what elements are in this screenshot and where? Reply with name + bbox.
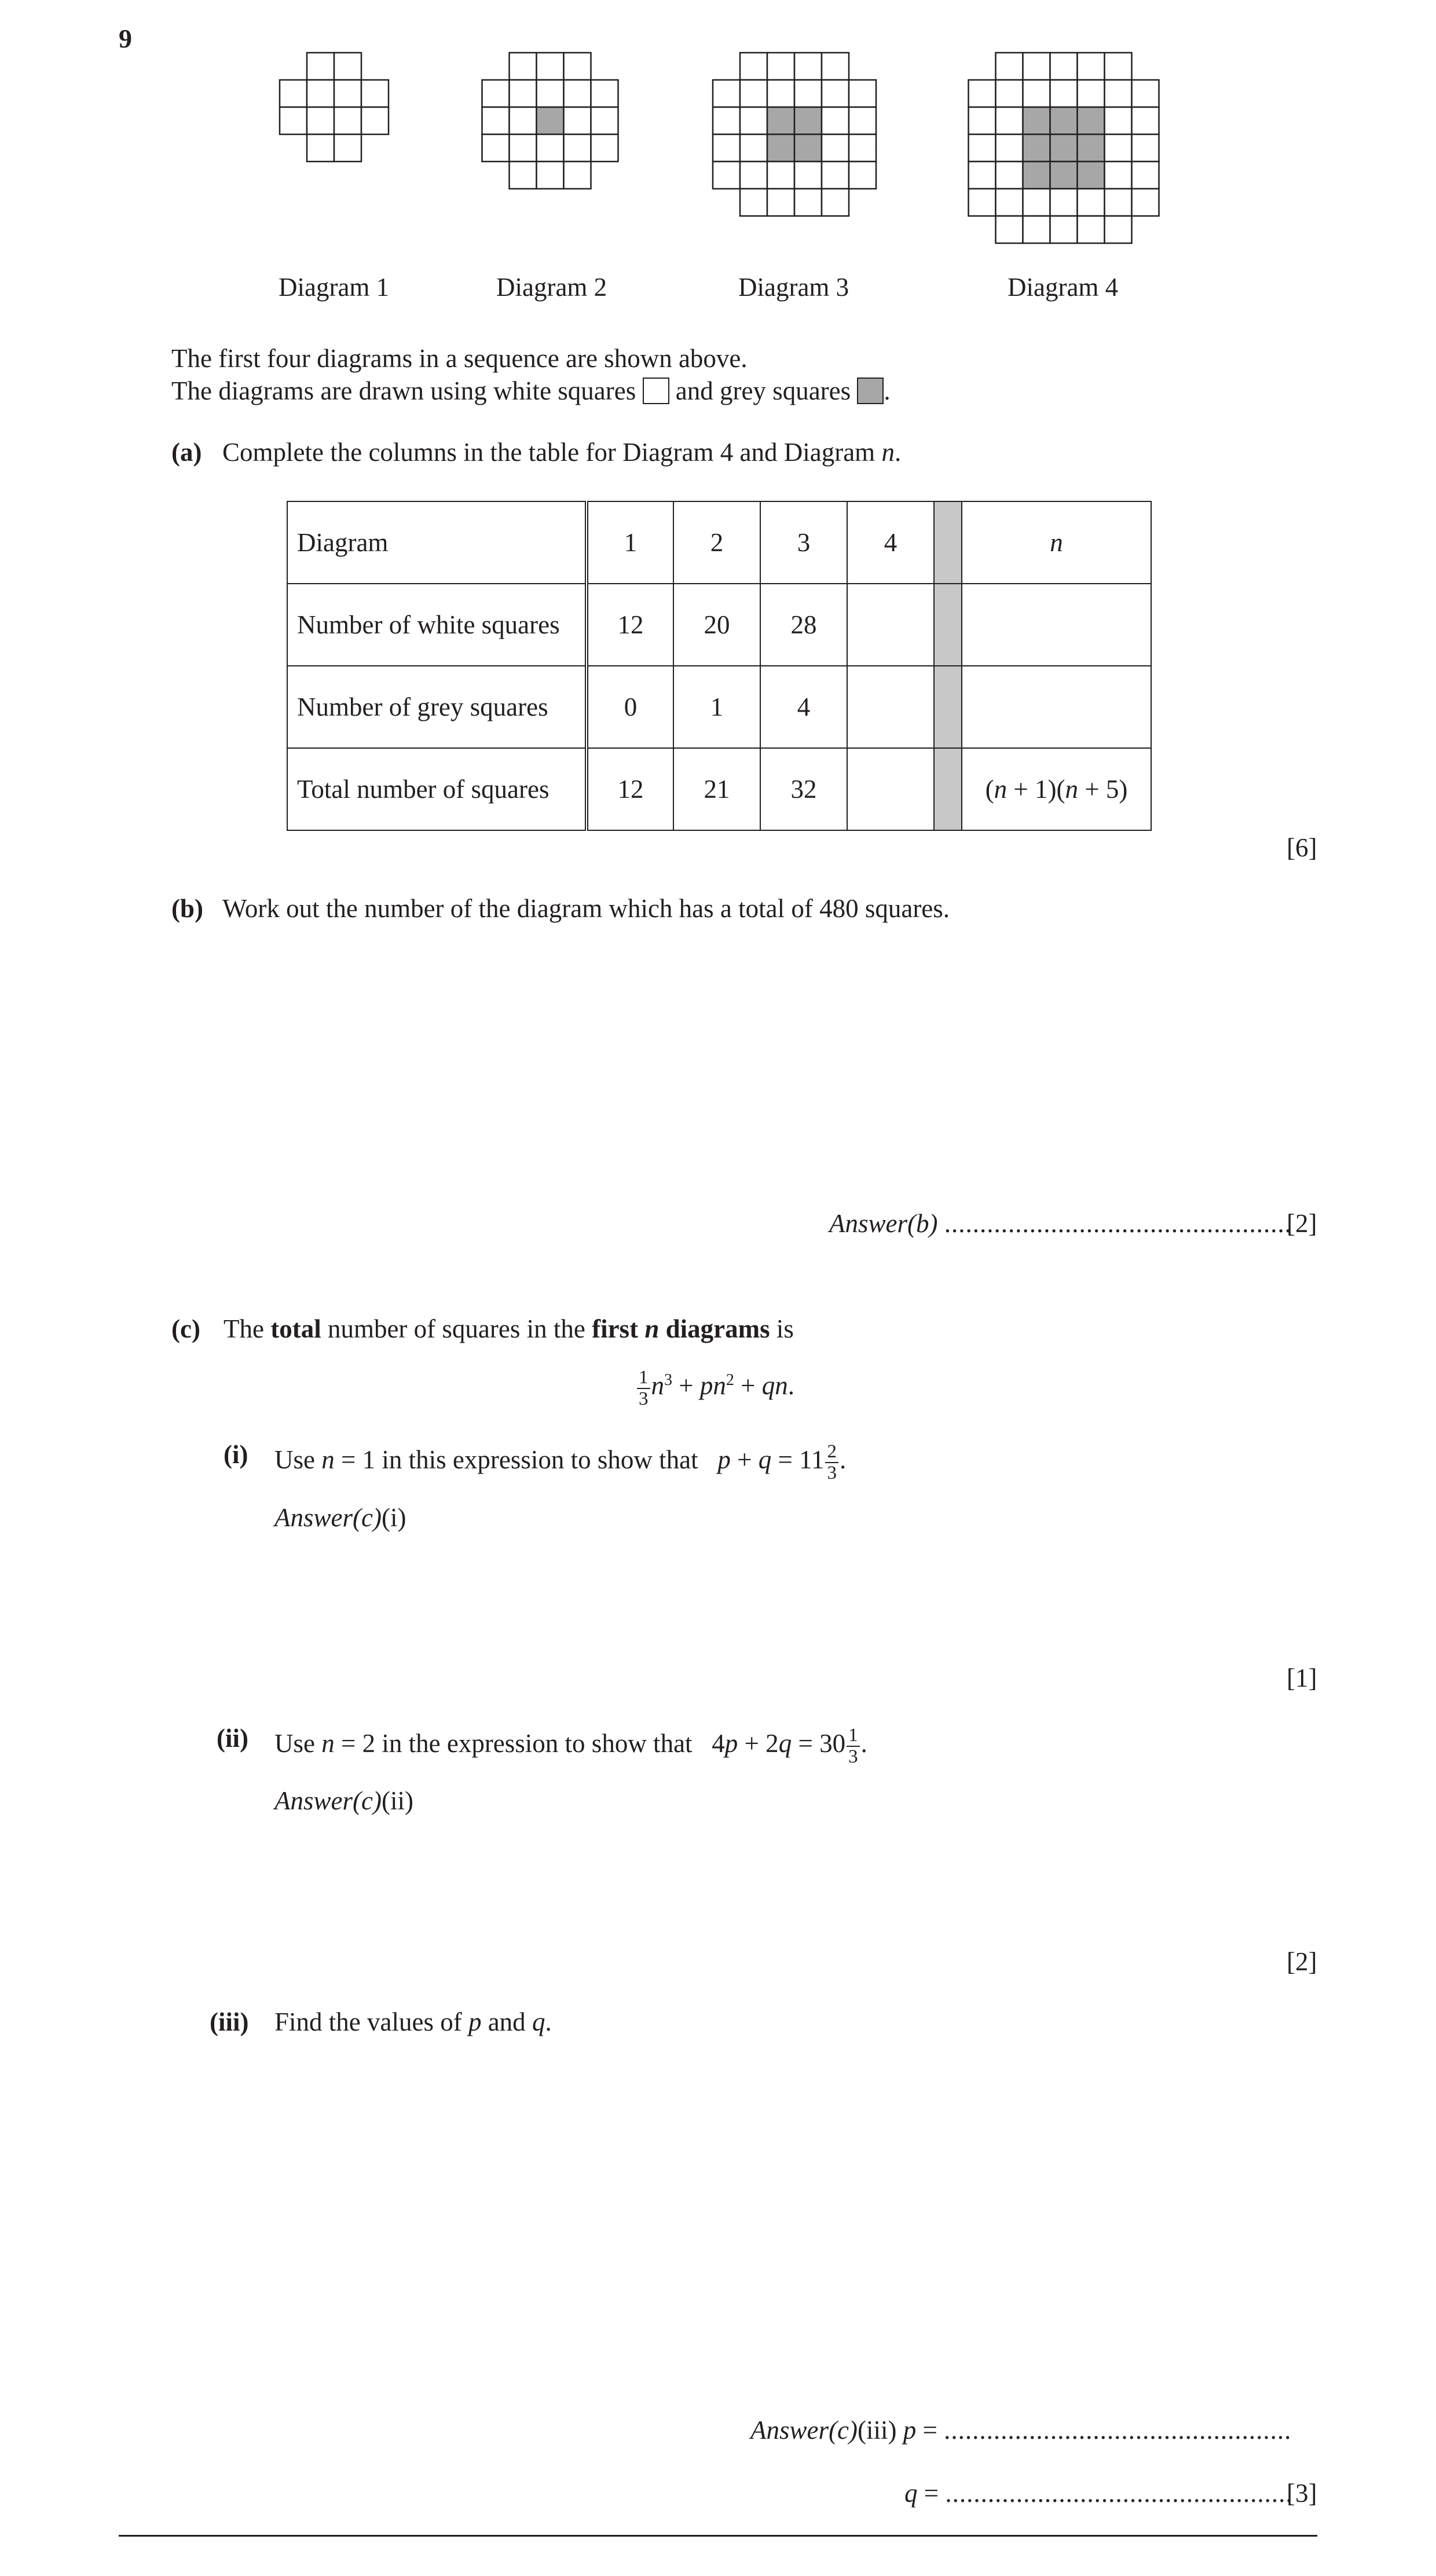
- white-square: [740, 80, 767, 107]
- white-square: [713, 107, 740, 134]
- table-row: [287, 748, 1151, 830]
- white-square: [969, 134, 996, 162]
- cell-white-2: 20: [673, 584, 760, 666]
- white-square: [849, 107, 876, 134]
- white-square: [996, 80, 1023, 107]
- grey-square: [794, 134, 822, 162]
- grey-square: [767, 134, 794, 162]
- part-c-ii-text: Use n = 2 in the expression to show that 4p + 2q = 30 $\frac{1}{3}$ .: [274, 1725, 867, 1767]
- part-c-i-marks: [1]: [1287, 1663, 1317, 1692]
- part-c-iii-label: (iii): [210, 2007, 249, 2036]
- grey-square: [794, 107, 822, 134]
- part-c-text-1: The: [224, 1314, 271, 1343]
- part-b-label: (b): [171, 894, 203, 923]
- white-square: [1105, 80, 1132, 107]
- part-c-i-text: Use n = 1 in this expression to show that p + q = 11 $\frac{2}{3}$ .: [274, 1441, 847, 1483]
- part-b-answer-dots[interactable]: .................................................: [944, 1209, 1292, 1238]
- white-square: [591, 80, 618, 107]
- grey-square: [767, 107, 794, 134]
- white-square: [510, 107, 537, 134]
- row-label-total: Total number of squares: [287, 748, 587, 830]
- white-square: [510, 162, 537, 189]
- white-square: [1105, 134, 1132, 162]
- answer-q-dots[interactable]: .................................................: [945, 2479, 1293, 2508]
- cell-grey-4[interactable]: [847, 666, 934, 748]
- part-c-bold-total: total: [270, 1314, 321, 1343]
- white-square: [969, 80, 996, 107]
- grey-square: [1050, 107, 1078, 134]
- white-square: [1078, 189, 1105, 216]
- white-square: [740, 107, 767, 134]
- diagram-sequence: [0, 0, 1436, 324]
- white-square: [537, 53, 564, 80]
- part-c-i-answer-label: Answer(c)(i): [274, 1503, 406, 1532]
- cell-grey-n[interactable]: [962, 666, 1151, 748]
- part-c-iii-text: Find the values of p and q.: [274, 2007, 552, 2036]
- grey-square: [1078, 162, 1105, 189]
- diagram-4-grid: [969, 53, 1159, 243]
- white-square: [969, 189, 996, 216]
- part-b-text: Work out the number of the diagram which has a total of 480 squares.: [222, 894, 950, 923]
- diagram-1-grid: [280, 53, 389, 162]
- part-c-bold-n: n: [644, 1314, 660, 1343]
- white-square: [537, 162, 564, 189]
- cell-total-2: 21: [673, 748, 760, 830]
- cell-total-4[interactable]: [847, 748, 934, 830]
- intro-line-2: [171, 378, 891, 404]
- part-c-iii-answer-q: q = .................................................: [904, 2479, 1293, 2508]
- white-square: [361, 80, 389, 107]
- white-square: [307, 80, 334, 107]
- part-b-answer-line: [829, 1211, 1292, 1237]
- footer-rule: [119, 2535, 1317, 2537]
- table-separator: [934, 584, 962, 666]
- white-square: [1023, 216, 1050, 243]
- question-number: 9: [119, 24, 132, 53]
- header-4: 4: [847, 501, 934, 584]
- white-square: [969, 162, 996, 189]
- row-label-grey: Number of grey squares: [287, 666, 587, 748]
- intro-white-text: The diagrams are drawn using white squares: [171, 376, 636, 405]
- table-separator: [934, 666, 962, 748]
- white-square: [1078, 216, 1105, 243]
- white-square: [1050, 53, 1078, 80]
- part-a-end: .: [894, 438, 902, 467]
- part-c-bold-diagrams: diagrams: [659, 1314, 770, 1343]
- part-c-bold-first: first: [592, 1314, 645, 1343]
- white-square: [822, 189, 849, 216]
- white-square: [564, 80, 591, 107]
- white-square: [1050, 80, 1078, 107]
- diagram-3-grid: [713, 53, 876, 216]
- white-square: [822, 134, 849, 162]
- white-square: [1078, 80, 1105, 107]
- white-square: [996, 134, 1023, 162]
- part-a-marks: [6]: [1287, 833, 1317, 862]
- fraction-one-third: $\frac{1}{3}$: [637, 1368, 650, 1409]
- header-3: 3: [760, 501, 847, 584]
- header-diagram: Diagram: [287, 501, 587, 584]
- cell-white-n[interactable]: [962, 584, 1151, 666]
- intro-grey-text: and grey squares: [675, 376, 851, 405]
- table-separator: [934, 501, 962, 584]
- white-square: [482, 80, 510, 107]
- white-square: [1132, 107, 1159, 134]
- part-c-expression: $\frac{1}{3}$ $n^3 + pn^2$ + qn.: [636, 1368, 794, 1409]
- header-n: n: [962, 501, 1151, 584]
- white-square: [1050, 216, 1078, 243]
- white-square: [361, 107, 389, 134]
- cell-total-3: 32: [760, 748, 847, 830]
- part-c-text-3: is: [770, 1314, 794, 1343]
- part-c-ii-label: (ii): [217, 1724, 248, 1753]
- white-square: [1105, 189, 1132, 216]
- white-square: [822, 107, 849, 134]
- white-square: [794, 189, 822, 216]
- white-square: [280, 80, 307, 107]
- white-square: [1023, 189, 1050, 216]
- white-square: [996, 189, 1023, 216]
- part-c-text-2: number of squares in the: [321, 1314, 592, 1343]
- part-c-iii-marks: [3]: [1287, 2479, 1317, 2508]
- grey-square: [537, 107, 564, 134]
- white-square: [564, 107, 591, 134]
- white-square: [996, 107, 1023, 134]
- white-square: [822, 162, 849, 189]
- white-square: [334, 53, 361, 80]
- white-square: [510, 53, 537, 80]
- cell-grey-1: 0: [587, 666, 673, 748]
- white-square-key: [643, 378, 669, 404]
- white-square: [1023, 80, 1050, 107]
- cell-grey-2: 1: [673, 666, 760, 748]
- white-square: [591, 107, 618, 134]
- intro-line-1: The first four diagrams in a sequence are shown above.: [171, 344, 748, 373]
- part-a-label: (a): [171, 438, 202, 467]
- white-square: [307, 134, 334, 162]
- diagram-4-label: Diagram 4: [1008, 273, 1119, 302]
- white-square: [1132, 162, 1159, 189]
- white-square: [713, 80, 740, 107]
- white-square: [996, 53, 1023, 80]
- white-square: [1023, 53, 1050, 80]
- white-square: [1132, 189, 1159, 216]
- white-square: [740, 134, 767, 162]
- table-header-row: [287, 501, 1151, 584]
- white-square: [1078, 53, 1105, 80]
- row-label-white: Number of white squares: [287, 584, 587, 666]
- white-square: [996, 216, 1023, 243]
- grey-square: [1023, 134, 1050, 162]
- white-square: [996, 162, 1023, 189]
- white-square: [822, 53, 849, 80]
- white-square: [334, 107, 361, 134]
- white-square: [767, 53, 794, 80]
- cell-white-1: 12: [587, 584, 673, 666]
- white-square: [740, 189, 767, 216]
- white-square: [969, 107, 996, 134]
- white-square: [510, 80, 537, 107]
- white-square: [1105, 162, 1132, 189]
- white-square: [822, 80, 849, 107]
- white-square: [713, 134, 740, 162]
- fraction-one-third-b: $\frac{1}{3}$: [847, 1725, 860, 1767]
- table-separator: [934, 748, 962, 830]
- part-a-instruction: Complete the columns in the table for Diagram 4 and Diagram: [222, 438, 882, 467]
- part-b-marks: [2]: [1287, 1209, 1317, 1238]
- white-square: [307, 53, 334, 80]
- white-square: [564, 162, 591, 189]
- grey-square: [1023, 107, 1050, 134]
- diagram-3-label: Diagram 3: [738, 273, 849, 302]
- white-square: [767, 189, 794, 216]
- part-c-iii-answer-p: Answer(c)(iii) p = .................................................: [750, 2416, 1292, 2445]
- grey-square: [1078, 134, 1105, 162]
- diagram-2-label: Diagram 2: [496, 273, 607, 302]
- white-square: [794, 162, 822, 189]
- white-square: [1105, 53, 1132, 80]
- white-square: [794, 80, 822, 107]
- white-square: [537, 134, 564, 162]
- answer-p-dots[interactable]: .................................................: [944, 2416, 1292, 2445]
- diagram-1-label: Diagram 1: [279, 273, 390, 302]
- white-square: [1105, 216, 1132, 243]
- cell-total-n: (n + 1)(n + 5): [962, 748, 1151, 830]
- white-square: [794, 53, 822, 80]
- table-row: [287, 584, 1151, 666]
- white-square: [1105, 107, 1132, 134]
- cell-grey-3: 4: [760, 666, 847, 748]
- white-square: [767, 162, 794, 189]
- white-square: [334, 134, 361, 162]
- grey-square: [1023, 162, 1050, 189]
- white-square: [280, 107, 307, 134]
- cell-total-1: 12: [587, 748, 673, 830]
- white-square: [564, 134, 591, 162]
- white-square: [591, 134, 618, 162]
- part-c-ii-answer-label: Answer(c)(ii): [274, 1786, 413, 1815]
- intro-end: .: [884, 376, 891, 405]
- part-a-var: n: [881, 438, 895, 467]
- header-1: 1: [587, 501, 673, 584]
- part-c-label: (c): [171, 1314, 200, 1343]
- white-square: [740, 162, 767, 189]
- white-square: [482, 107, 510, 134]
- header-2: 2: [673, 501, 760, 584]
- part-c-i-label: (i): [224, 1440, 248, 1469]
- white-square: [1132, 80, 1159, 107]
- white-square: [849, 162, 876, 189]
- grey-square: [1078, 107, 1105, 134]
- grey-square: [1050, 162, 1078, 189]
- white-square: [482, 134, 510, 162]
- part-c-text: [224, 1316, 794, 1342]
- white-square: [767, 80, 794, 107]
- white-square: [1050, 189, 1078, 216]
- part-a-text: [222, 439, 901, 466]
- table-row: [287, 666, 1151, 748]
- white-square: [537, 80, 564, 107]
- part-c-ii-marks: [2]: [1287, 1947, 1317, 1976]
- cell-white-4[interactable]: [847, 584, 934, 666]
- white-square: [564, 53, 591, 80]
- white-square: [713, 162, 740, 189]
- white-square: [1132, 134, 1159, 162]
- white-square: [849, 134, 876, 162]
- fraction-two-thirds: $\frac{2}{3}$: [825, 1442, 838, 1483]
- grey-square-key: [857, 378, 884, 404]
- part-b-answer-label: Answer(b): [829, 1209, 938, 1238]
- white-square: [849, 80, 876, 107]
- white-square: [510, 134, 537, 162]
- cell-white-3: 28: [760, 584, 847, 666]
- white-square: [307, 107, 334, 134]
- white-square: [740, 53, 767, 80]
- diagram-2-grid: [482, 53, 618, 189]
- white-square: [334, 80, 361, 107]
- grey-square: [1050, 134, 1078, 162]
- sequence-table: [287, 501, 1152, 831]
